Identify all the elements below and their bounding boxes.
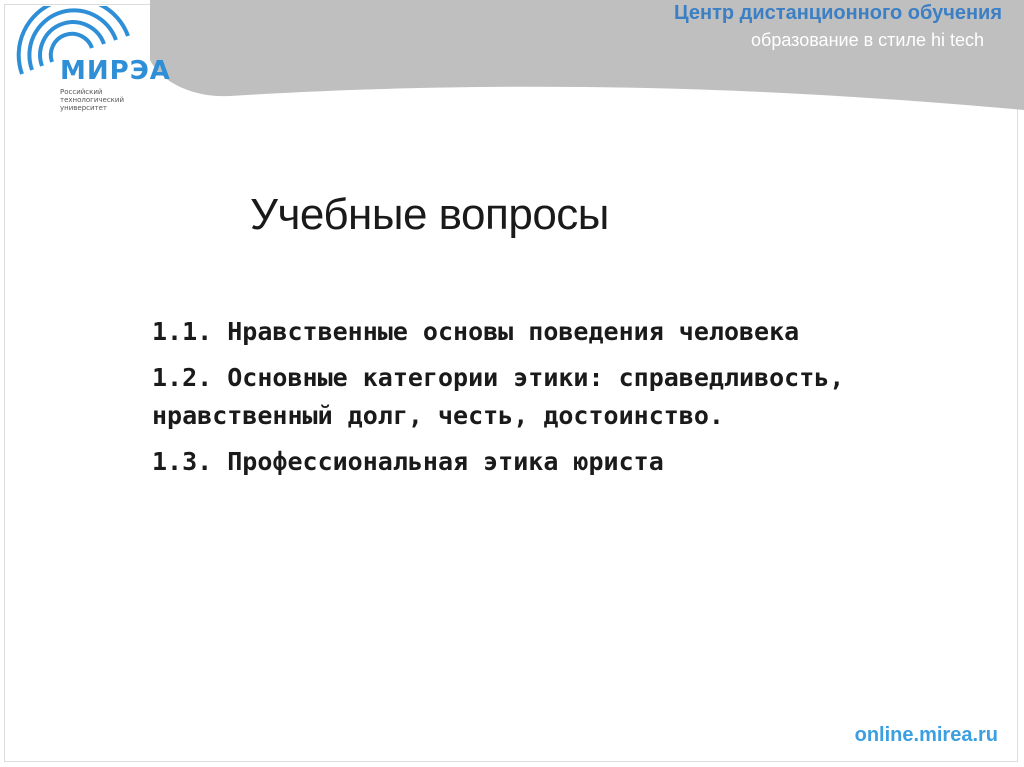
question-item-2: 1.2. Основные категории этики: справедливость, нравственный долг, честь, достоинство. — [152, 363, 845, 430]
logo-wordmark: МИРЭА — [60, 56, 171, 86]
footer-url-link[interactable]: online.mirea.ru — [854, 724, 998, 746]
question-item-1: 1.1. Нравственные основы поведения человека — [152, 317, 800, 346]
question-list — [152, 313, 892, 489]
logo-subtext: Российский технологический университет — [60, 88, 124, 112]
question-item-3: 1.3. Профессиональная этика юриста — [152, 447, 664, 476]
center-subtitle: образование в стиле hi tech — [751, 30, 984, 50]
center-title: Центр дистанционного обучения — [674, 2, 1002, 24]
slide-title: Учебные вопросы — [250, 190, 609, 239]
mirea-logo — [8, 6, 178, 118]
